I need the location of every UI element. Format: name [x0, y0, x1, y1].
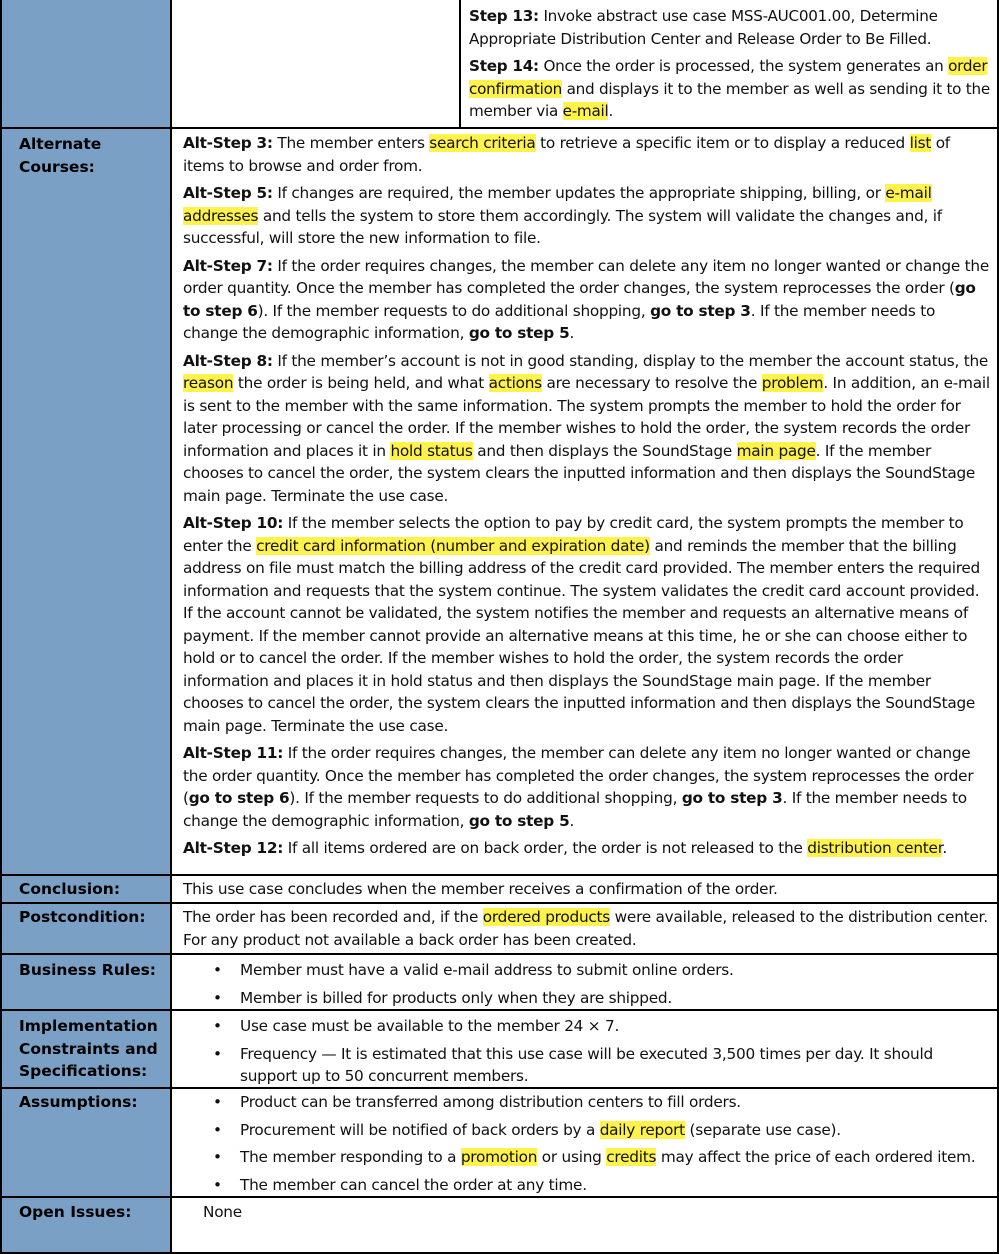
alt-step-11: Alt-Step 11: If the order requires changes, the member can delete any item no longer wanted or change the order quantity. Once the member has completed the order changes, the system reprocesses the order (go to step 6). If the member requests to do additional shopping, go to step 3. If the member needs to change the demographic information, go to step 5. [183, 744, 974, 830]
business-rules-content [172, 955, 999, 1009]
alt-step-5: Alt-Step 5: If changes are required, the member updates the appropriate shipping, billing, or e-mail addresses and tells the system to store them accordingly. The system will validate the changes and, if successful, will store the new information to file. [183, 184, 942, 247]
highlight-order-confirmation: order confirmation [469, 57, 988, 98]
open-issues-content: None [203, 1203, 242, 1221]
implementation-constraints-content [172, 1011, 999, 1087]
postcondition-content: The order has been recorded and, if the ordered products were available, released to the distribution center. For any product not available a back order has been created. [183, 908, 988, 949]
alt-step-8: Alt-Step 8: If the member’s account is not in good standing, display to the member the account status, the reason the order is being held, and what actions are necessary to resolve the problem. In addition, an e-mail is sent to the member with the same information. The system prompts the member to hold the order for later processing or cancel the order. If the member wishes to hold the order, the system records the order information and places it in hold status and then displays the SoundStage main page. If the member chooses to cancel the order, the system clears the inputted information and then displays the SoundStage main page. Terminate the use case. [183, 351, 990, 505]
conclusion-label: Conclusion: [0, 876, 172, 902]
highlight-email: e-mail [562, 102, 609, 120]
main-steps-label-cell [0, 0, 172, 127]
row-main-steps [0, 0, 999, 127]
row-alternate-courses [0, 127, 999, 874]
row-postcondition [0, 902, 999, 953]
implementation-constraints-label: Implementation Constraints and Specifications: [0, 1011, 172, 1087]
step-14: Step 14: Once the order is processed, the system generates an order confirmation and displays it to the member as well as sending it to the member via e-mail. [469, 57, 990, 120]
step-13: Step 13: Invoke abstract use case MSS-AUC001.00, Determine Appropriate Distribution Center and Release Order to Be Filled. [469, 7, 938, 48]
alt-step-7: Alt-Step 7: If the order requires changes, the member can delete any item no longer wanted or change the order quantity. Once the member has completed the order changes, the system reprocesses the order (go to step 6). If the member requests to do additional shopping, go to step 3. If the member needs to change the demographic information, go to step 5. [183, 256, 990, 342]
assumption-item: • The member responding to a promotion or using credits may affect the price of each ordered item. [213, 1148, 976, 1166]
implementation-item: • Frequency — It is estimated that this use case will be executed 3,500 times per day. It should support up to 50 concurrent members. [213, 1044, 933, 1085]
alt-step-10: Alt-Step 10: If the member selects the option to pay by credit card, the system prompts the member to enter the credit card information (number and expiration date) and reminds the member that the billing address on file must match the billing address of the credit card provided. The member enters the required information and requests that the system continue. The system validates the credit card account provided. If the account cannot be validated, the system notifies the member and requests an alternative means of payment. If the member cannot provide an alternative means at this time, he or she can choose either to hold or to cancel the order. If the member wishes to hold the order, the system records the order information and places it in hold status and then displays the SoundStage main page. If the member chooses to cancel the order, the system clears the inputted information and then displays the SoundStage main page. Terminate the use case. [183, 514, 981, 735]
business-rules-label: Business Rules: [0, 955, 172, 1009]
assumption-item: • Procurement will be notified of back orders by a daily report (separate use case). [213, 1120, 841, 1139]
assumption-item: • Product can be transferred among distribution centers to fill orders. [213, 1093, 741, 1111]
system-column-cell [461, 0, 999, 127]
implementation-item: • Use case must be available to the member 24 × 7. [213, 1017, 620, 1035]
business-rule-item: • Member must have a valid e-mail address to submit online orders. [213, 961, 734, 979]
assumption-item: • The member can cancel the order at any time. [213, 1175, 587, 1194]
actor-column-cell [172, 0, 461, 127]
business-rule-item: • Member is billed for products only when they are shipped. [213, 988, 672, 1007]
row-implementation-constraints [0, 1009, 999, 1087]
row-business-rules [0, 953, 999, 1009]
row-assumptions [0, 1087, 999, 1196]
assumptions-label: Assumptions: [0, 1089, 172, 1196]
assumptions-content [172, 1089, 999, 1196]
alternate-courses-label: Alternate Courses: [0, 129, 172, 874]
alt-step-12: Alt-Step 12: If all items ordered are on back order, the order is not released to the distribution center. [183, 839, 947, 857]
alt-step-3: Alt-Step 3: The member enters search criteria to retrieve a specific item or to display a reduced list of items to browse and order from. [183, 134, 950, 175]
row-conclusion [0, 874, 999, 902]
row-open-issues [0, 1196, 999, 1254]
postcondition-label: Postcondition: [0, 904, 172, 953]
alternate-courses-content [172, 129, 999, 874]
conclusion-content: This use case concludes when the member receives a confirmation of the order. [183, 880, 778, 898]
open-issues-label: Open Issues: [0, 1198, 172, 1254]
